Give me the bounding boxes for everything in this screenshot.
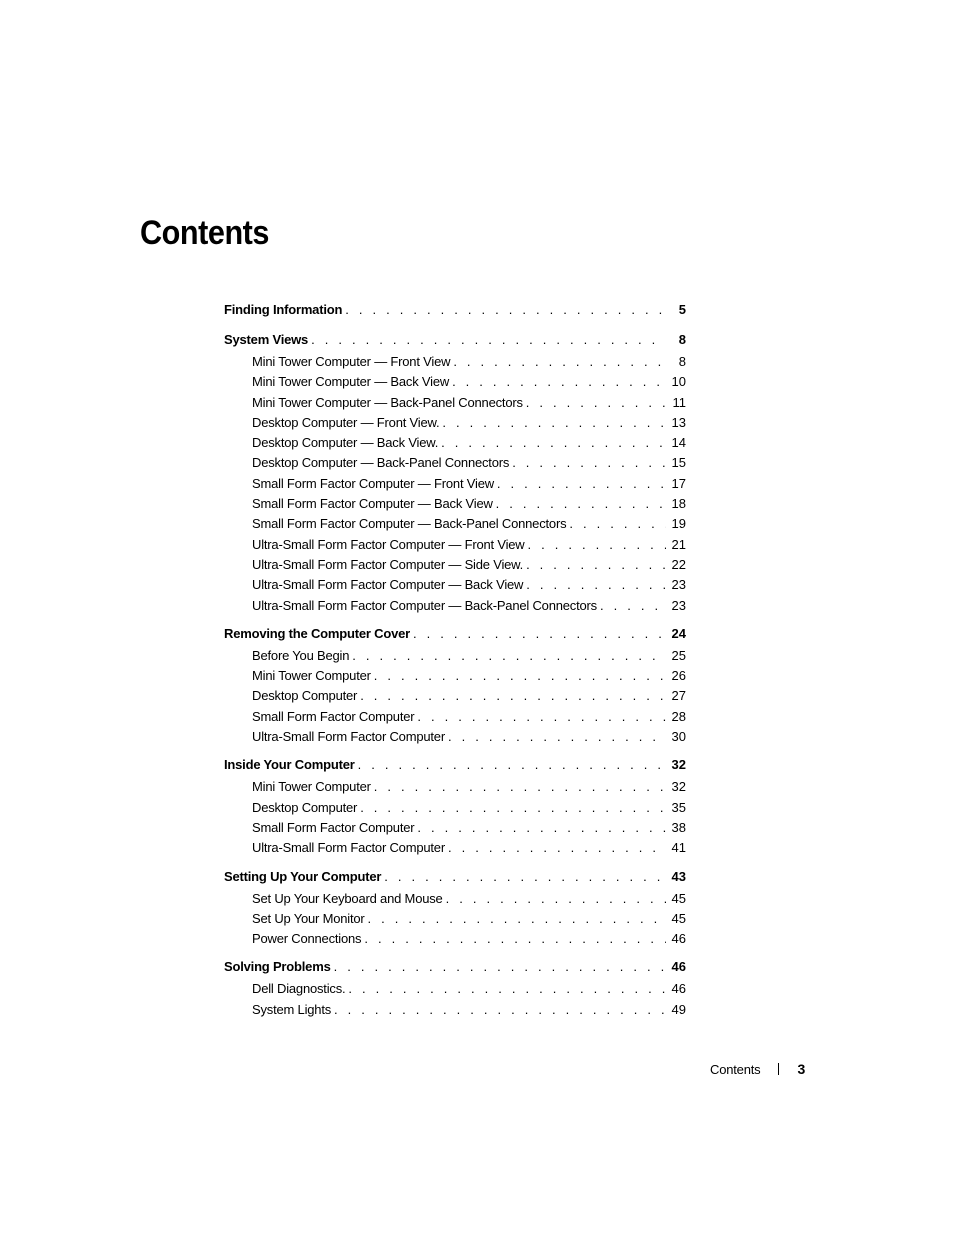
dot-leader — [384, 869, 666, 884]
toc-subentry-title: Desktop Computer — Front View. — [252, 414, 440, 430]
dot-leader — [526, 395, 666, 410]
toc-section — [224, 959, 686, 1022]
toc-subentry-page: 27 — [671, 688, 686, 704]
toc-chapter-entry-title: Inside Your Computer — [224, 757, 355, 773]
toc-subentry[interactable] — [224, 800, 686, 820]
toc-subentry-page: 25 — [671, 647, 686, 663]
dot-leader — [348, 981, 666, 996]
toc-subentry-page: 35 — [671, 799, 686, 815]
toc-section — [224, 302, 686, 324]
dot-leader — [368, 911, 666, 926]
toc-chapter-entry[interactable] — [224, 302, 686, 324]
toc-subentry[interactable] — [224, 395, 686, 415]
dot-leader — [526, 557, 666, 572]
toc-subentry-page: 11 — [672, 394, 686, 410]
toc-subentry[interactable] — [224, 688, 686, 708]
toc-subentry-title: Set Up Your Keyboard and Mouse — [252, 890, 443, 906]
toc-subentry[interactable] — [224, 516, 686, 536]
toc-subentry-title: Mini Tower Computer — [252, 668, 371, 684]
toc-chapter-entry[interactable] — [224, 959, 686, 981]
toc-chapter-entry-page: 8 — [678, 332, 686, 347]
toc-subentry-title: Ultra-Small Form Factor Computer — Side View. — [252, 556, 524, 572]
dot-leader — [446, 891, 666, 906]
toc-subentry-title: Desktop Computer — [252, 799, 358, 815]
toc-subentry-page: 22 — [671, 556, 686, 572]
toc-subentry-page: 30 — [671, 729, 686, 745]
toc-chapter-entry-title: Finding Information — [224, 302, 343, 317]
toc-subentry-page: 45 — [671, 910, 686, 926]
toc-subentry[interactable] — [224, 496, 686, 516]
toc-subentry-page: 15 — [671, 455, 686, 471]
toc-subentry-title: Desktop Computer — Back View. — [252, 435, 439, 451]
toc-subentry-title: Ultra-Small Form Factor Computer — Back View — [252, 577, 524, 593]
dot-leader — [569, 516, 666, 531]
toc-subentry-page: 46 — [671, 981, 686, 997]
dot-leader — [417, 709, 666, 724]
toc-subentry-title: Small Form Factor Computer — [252, 708, 415, 724]
dot-leader — [334, 959, 666, 974]
toc-subentry-title: Set Up Your Monitor — [252, 910, 365, 926]
toc-subentry-title: Ultra-Small Form Factor Computer — Back-Panel Connectors — [252, 597, 597, 613]
toc-chapter-entry-page: 5 — [678, 302, 686, 317]
toc-subentry-title: Power Connections — [252, 931, 362, 947]
dot-leader — [417, 820, 666, 835]
toc-subentry-page: 23 — [671, 577, 686, 593]
toc-subentry[interactable] — [224, 668, 686, 688]
toc-section — [224, 332, 686, 618]
toc-subentry-page: 38 — [671, 819, 686, 835]
toc-chapter-entry-page: 24 — [671, 625, 686, 641]
toc-subentry-page: 19 — [671, 516, 686, 532]
dot-leader — [512, 455, 666, 470]
toc-subentry[interactable] — [224, 709, 686, 729]
toc-subentry-page: 14 — [671, 435, 686, 451]
toc-chapter-entry-title: Setting Up Your Computer — [224, 868, 382, 884]
dot-leader — [497, 476, 666, 491]
dot-leader — [448, 729, 666, 744]
toc-subentry[interactable] — [224, 729, 686, 749]
toc-subentry-page: 49 — [671, 1001, 686, 1017]
toc-subentry-title: Ultra-Small Form Factor Computer — Front View — [252, 536, 525, 552]
toc-chapter-entry[interactable] — [224, 869, 686, 891]
dot-leader — [345, 302, 666, 317]
dot-leader — [453, 354, 666, 369]
dot-leader — [441, 435, 666, 450]
toc-subentry-title: Mini Tower Computer — Front View — [252, 354, 451, 369]
dot-leader — [311, 332, 666, 347]
toc-subentry-page: 17 — [671, 475, 686, 491]
toc-subentry-page: 32 — [671, 779, 686, 795]
footer-page-number: 3 — [797, 1061, 806, 1077]
toc-subentry-title: Desktop Computer — Back-Panel Connectors — [252, 455, 510, 471]
toc-subentry[interactable] — [224, 415, 686, 435]
toc-subentry[interactable] — [224, 911, 686, 931]
dot-leader — [334, 1002, 666, 1017]
toc-chapter-entry-title: Solving Problems — [224, 959, 331, 975]
toc-chapter-entry-page: 32 — [671, 757, 686, 773]
dot-leader — [360, 688, 666, 703]
page-footer — [710, 1061, 805, 1077]
toc-subentry[interactable] — [224, 435, 686, 455]
toc-subentry-title: Mini Tower Computer — [252, 779, 371, 795]
toc-section — [224, 869, 686, 952]
dot-leader — [374, 779, 666, 794]
toc-subentry-title: Ultra-Small Form Factor Computer — [252, 840, 445, 856]
toc-chapter-entry-page: 46 — [671, 959, 686, 975]
toc-chapter-entry[interactable] — [224, 757, 686, 779]
toc-subentry-page: 46 — [671, 931, 686, 947]
table-of-contents — [224, 302, 686, 1030]
toc-subentry-title: Mini Tower Computer — Back View — [252, 374, 450, 390]
toc-subentry[interactable] — [224, 648, 686, 668]
dot-leader — [413, 626, 666, 641]
toc-subentry-page: 18 — [671, 496, 686, 512]
toc-subentry[interactable] — [224, 820, 686, 840]
toc-subentry-page: 21 — [671, 536, 686, 552]
page-title: Contents — [140, 214, 269, 252]
dot-leader — [528, 537, 667, 552]
toc-chapter-entry-page: 43 — [671, 868, 686, 884]
dot-leader — [452, 374, 666, 389]
toc-subentry-page: 13 — [671, 414, 686, 430]
toc-subentry-title: Small Form Factor Computer — Back-Panel Connectors — [252, 516, 567, 532]
toc-subentry-page: 23 — [671, 597, 686, 613]
toc-subentry[interactable] — [224, 577, 686, 597]
toc-subentry-page: 8 — [678, 354, 686, 369]
toc-subentry[interactable] — [224, 354, 686, 374]
toc-subentry-title: System Lights — [252, 1001, 332, 1017]
footer-divider — [778, 1063, 779, 1075]
toc-subentry-title: Dell Diagnostics. — [252, 981, 346, 997]
dot-leader — [352, 648, 666, 663]
toc-section — [224, 757, 686, 860]
toc-subentry-title: Ultra-Small Form Factor Computer — [252, 729, 445, 745]
toc-subentry-page: 41 — [671, 840, 686, 856]
dot-leader — [358, 757, 666, 772]
toc-subentry[interactable] — [224, 557, 686, 577]
toc-subentry-title: Mini Tower Computer — Back-Panel Connectors — [252, 394, 523, 410]
toc-subentry-title: Small Form Factor Computer — Front View — [252, 475, 494, 491]
dot-leader — [448, 840, 666, 855]
toc-chapter-entry[interactable] — [224, 332, 686, 354]
toc-subentry[interactable] — [224, 981, 686, 1001]
dot-leader — [496, 496, 666, 511]
toc-subentry-page: 45 — [671, 890, 686, 906]
toc-subentry-page: 28 — [671, 708, 686, 724]
toc-subentry[interactable] — [224, 374, 686, 394]
toc-subentry[interactable] — [224, 537, 686, 557]
toc-subentry[interactable] — [224, 476, 686, 496]
dot-leader — [374, 668, 666, 683]
toc-section — [224, 626, 686, 749]
toc-subentry-page: 10 — [671, 374, 686, 390]
dot-leader — [442, 415, 666, 430]
toc-subentry-title: Before You Begin — [252, 647, 350, 663]
toc-chapter-entry[interactable] — [224, 626, 686, 648]
toc-subentry-page: 26 — [671, 668, 686, 684]
dot-leader — [360, 800, 666, 815]
toc-subentry[interactable] — [224, 840, 686, 860]
footer-label: Contents — [710, 1061, 761, 1077]
toc-subentry-title: Small Form Factor Computer — Back View — [252, 496, 493, 512]
toc-subentry-title: Desktop Computer — [252, 688, 358, 704]
toc-chapter-entry-title: Removing the Computer Cover — [224, 625, 411, 641]
dot-leader — [526, 577, 666, 592]
dot-leader — [600, 598, 666, 613]
toc-chapter-entry-title: System Views — [224, 332, 309, 347]
toc-subentry[interactable] — [224, 1002, 686, 1022]
toc-subentry[interactable] — [224, 931, 686, 951]
dot-leader — [364, 931, 666, 946]
toc-subentry[interactable] — [224, 779, 686, 799]
toc-subentry-title: Small Form Factor Computer — [252, 819, 415, 835]
toc-subentry[interactable] — [224, 455, 686, 475]
toc-subentry[interactable] — [224, 891, 686, 911]
toc-subentry[interactable] — [224, 598, 686, 618]
